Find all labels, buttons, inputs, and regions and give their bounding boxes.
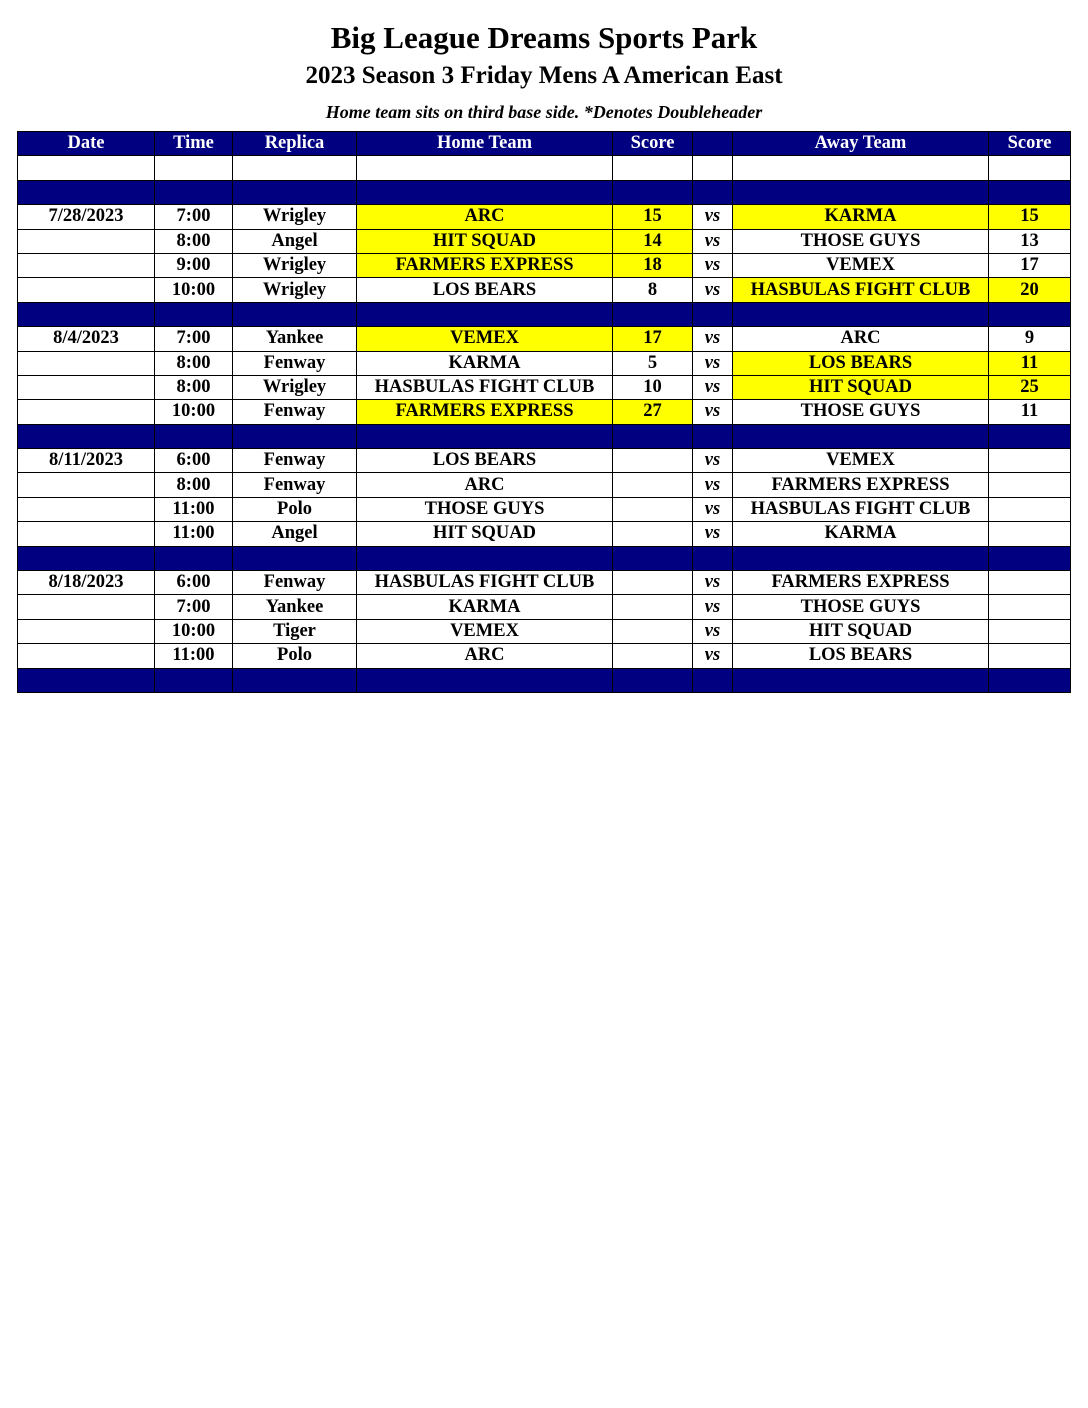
table-row [18,571,1071,595]
time-cell: 11:00 [155,522,233,546]
away-score-cell: 15 [989,205,1071,229]
replica-cell: Fenway [233,400,357,424]
replica-cell: Tiger [233,619,357,643]
empty-cell [155,180,233,204]
away-team-cell: VEMEX [733,449,989,473]
vs-cell: vs [693,351,733,375]
time-cell: 8:00 [155,351,233,375]
column-header-away-score: Score [989,132,1071,156]
separator-row [18,546,1071,570]
home-score-cell: 18 [613,253,693,277]
home-score-cell [613,644,693,668]
empty-cell [693,668,733,692]
table-row [18,327,1071,351]
empty-cell [613,668,693,692]
empty-cell [357,180,613,204]
replica-cell: Wrigley [233,375,357,399]
vs-cell: vs [693,253,733,277]
replica-cell: Fenway [233,571,357,595]
time-cell: 7:00 [155,205,233,229]
vs-cell: vs [693,229,733,253]
empty-cell [357,668,613,692]
vs-cell: vs [693,497,733,521]
replica-cell: Wrigley [233,278,357,302]
replica-cell: Wrigley [233,205,357,229]
table-row [18,522,1071,546]
home-score-cell: 10 [613,375,693,399]
away-score-cell [989,497,1071,521]
away-team-cell: THOSE GUYS [733,595,989,619]
home-score-cell: 27 [613,400,693,424]
date-cell [18,375,155,399]
away-team-cell: LOS BEARS [733,644,989,668]
page-title: Big League Dreams Sports Park [330,20,758,55]
table-header-row [18,132,1071,156]
time-cell: 9:00 [155,253,233,277]
empty-cell [233,156,357,180]
away-score-cell: 9 [989,327,1071,351]
empty-cell [613,180,693,204]
away-team-cell: THOSE GUYS [733,229,989,253]
table-row [18,278,1071,302]
home-team-cell: KARMA [357,351,613,375]
away-team-cell: LOS BEARS [733,351,989,375]
schedule-note: Home team sits on third base side. *Denotes Doubleheader [325,102,763,122]
vs-cell: vs [693,400,733,424]
empty-cell [233,546,357,570]
home-team-cell: VEMEX [357,327,613,351]
empty-cell [155,668,233,692]
column-header-date: Date [18,132,155,156]
replica-cell: Wrigley [233,253,357,277]
empty-cell [155,156,233,180]
separator-row [18,180,1071,204]
away-team-cell: HASBULAS FIGHT CLUB [733,497,989,521]
time-cell: 10:00 [155,278,233,302]
away-score-cell [989,619,1071,643]
date-cell: 7/28/2023 [18,205,155,229]
table-row [18,253,1071,277]
column-header-time: Time [155,132,233,156]
date-cell [18,229,155,253]
home-team-cell: ARC [357,473,613,497]
time-cell: 8:00 [155,473,233,497]
vs-cell: vs [693,522,733,546]
away-score-cell [989,571,1071,595]
date-cell [18,522,155,546]
home-team-cell: KARMA [357,595,613,619]
home-score-cell: 8 [613,278,693,302]
empty-cell [693,424,733,448]
table-row [18,229,1071,253]
away-score-cell: 11 [989,400,1071,424]
date-cell [18,278,155,302]
empty-cell [233,668,357,692]
date-cell [18,253,155,277]
home-score-cell: 14 [613,229,693,253]
home-team-cell: VEMEX [357,619,613,643]
away-team-cell: HIT SQUAD [733,375,989,399]
blank-row [18,156,1071,180]
away-score-cell [989,473,1071,497]
empty-cell [693,156,733,180]
date-cell [18,619,155,643]
replica-cell: Polo [233,644,357,668]
replica-cell: Angel [233,229,357,253]
time-cell: 7:00 [155,327,233,351]
column-header-home-team: Home Team [357,132,613,156]
replica-cell: Polo [233,497,357,521]
home-score-cell [613,571,693,595]
table-row [18,497,1071,521]
table-row [18,619,1071,643]
vs-cell: vs [693,644,733,668]
date-cell: 8/4/2023 [18,327,155,351]
empty-cell [733,424,989,448]
home-score-cell: 15 [613,205,693,229]
home-score-cell [613,619,693,643]
empty-cell [357,424,613,448]
empty-cell [733,668,989,692]
time-cell: 6:00 [155,571,233,595]
vs-cell: vs [693,375,733,399]
table-row [18,473,1071,497]
time-cell: 7:00 [155,595,233,619]
empty-cell [233,302,357,326]
empty-cell [155,546,233,570]
home-team-cell: LOS BEARS [357,278,613,302]
replica-cell: Yankee [233,595,357,619]
away-score-cell [989,644,1071,668]
time-cell: 10:00 [155,400,233,424]
date-cell [18,497,155,521]
vs-cell: vs [693,327,733,351]
vs-cell: vs [693,595,733,619]
home-score-cell: 5 [613,351,693,375]
column-header-away-team: Away Team [733,132,989,156]
home-team-cell: THOSE GUYS [357,497,613,521]
home-score-cell [613,473,693,497]
empty-cell [155,424,233,448]
table-row [18,644,1071,668]
date-cell: 8/18/2023 [18,571,155,595]
date-cell [18,473,155,497]
away-score-cell: 13 [989,229,1071,253]
separator-row [18,424,1071,448]
empty-cell [357,156,613,180]
home-team-cell: FARMERS EXPRESS [357,400,613,424]
column-header-replica: Replica [233,132,357,156]
vs-cell: vs [693,278,733,302]
away-score-cell [989,595,1071,619]
vs-cell: vs [693,571,733,595]
table-row [18,375,1071,399]
home-team-cell: ARC [357,644,613,668]
home-team-cell: HASBULAS FIGHT CLUB [357,375,613,399]
page-subtitle: 2023 Season 3 Friday Mens A American East [305,62,783,89]
home-score-cell [613,595,693,619]
home-team-cell: HASBULAS FIGHT CLUB [357,571,613,595]
away-team-cell: HASBULAS FIGHT CLUB [733,278,989,302]
away-team-cell: VEMEX [733,253,989,277]
away-score-cell: 25 [989,375,1071,399]
time-cell: 8:00 [155,375,233,399]
date-cell [18,351,155,375]
table-row [18,400,1071,424]
empty-cell [613,424,693,448]
empty-cell [18,156,155,180]
date-cell [18,644,155,668]
replica-cell: Fenway [233,449,357,473]
home-score-cell [613,449,693,473]
vs-cell: vs [693,449,733,473]
home-team-cell: LOS BEARS [357,449,613,473]
empty-cell [693,302,733,326]
column-header-home-score: Score [613,132,693,156]
empty-cell [18,546,155,570]
separator-row [18,668,1071,692]
empty-cell [733,302,989,326]
empty-cell [155,302,233,326]
schedule-body [18,156,1071,693]
table-row [18,449,1071,473]
empty-cell [989,302,1071,326]
away-team-cell: FARMERS EXPRESS [733,473,989,497]
empty-cell [989,668,1071,692]
time-cell: 11:00 [155,644,233,668]
empty-cell [989,156,1071,180]
empty-cell [18,424,155,448]
separator-row [18,302,1071,326]
table-row [18,595,1071,619]
away-team-cell: ARC [733,327,989,351]
away-team-cell: HIT SQUAD [733,619,989,643]
vs-cell: vs [693,619,733,643]
empty-cell [733,546,989,570]
time-cell: 11:00 [155,497,233,521]
away-team-cell: KARMA [733,522,989,546]
empty-cell [613,156,693,180]
home-team-cell: ARC [357,205,613,229]
date-cell [18,400,155,424]
home-score-cell: 17 [613,327,693,351]
replica-cell: Fenway [233,473,357,497]
away-score-cell: 20 [989,278,1071,302]
empty-cell [18,180,155,204]
empty-cell [989,424,1071,448]
empty-cell [613,546,693,570]
vs-cell: vs [693,205,733,229]
empty-cell [18,302,155,326]
empty-cell [693,546,733,570]
away-score-cell [989,522,1071,546]
home-team-cell: HIT SQUAD [357,522,613,546]
replica-cell: Fenway [233,351,357,375]
away-team-cell: FARMERS EXPRESS [733,571,989,595]
date-cell: 8/11/2023 [18,449,155,473]
away-score-cell: 17 [989,253,1071,277]
schedule-table [17,131,1071,693]
time-cell: 10:00 [155,619,233,643]
empty-cell [233,424,357,448]
date-cell [18,595,155,619]
empty-cell [989,546,1071,570]
away-score-cell [989,449,1071,473]
empty-cell [733,180,989,204]
time-cell: 8:00 [155,229,233,253]
away-team-cell: THOSE GUYS [733,400,989,424]
home-team-cell: FARMERS EXPRESS [357,253,613,277]
replica-cell: Angel [233,522,357,546]
empty-cell [989,180,1071,204]
home-score-cell [613,497,693,521]
column-header-vs [693,132,733,156]
empty-cell [733,156,989,180]
away-team-cell: KARMA [733,205,989,229]
table-row [18,205,1071,229]
empty-cell [233,180,357,204]
vs-cell: vs [693,473,733,497]
time-cell: 6:00 [155,449,233,473]
empty-cell [18,668,155,692]
away-score-cell: 11 [989,351,1071,375]
empty-cell [613,302,693,326]
home-team-cell: HIT SQUAD [357,229,613,253]
replica-cell: Yankee [233,327,357,351]
home-score-cell [613,522,693,546]
empty-cell [357,302,613,326]
empty-cell [693,180,733,204]
table-row [18,351,1071,375]
empty-cell [357,546,613,570]
